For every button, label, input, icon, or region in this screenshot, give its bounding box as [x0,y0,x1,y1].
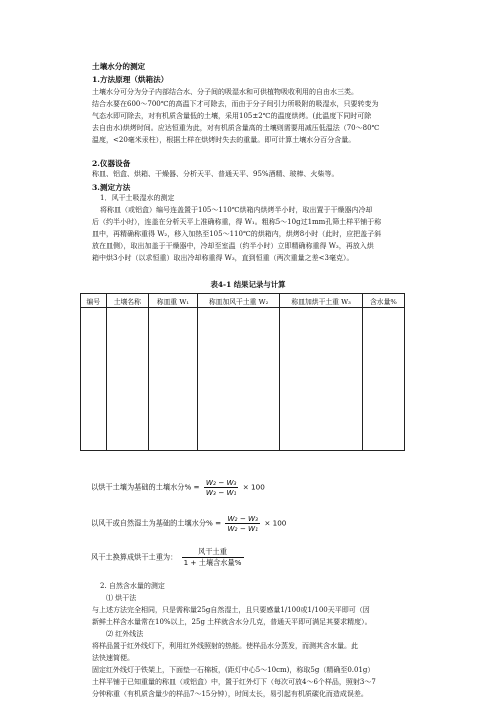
col-header-w1: 称皿重 W₁ [149,294,198,308]
s1-line-5: 温度，<20毫米汞柱），根据土样在烘烤时失去的重量。即可计算土壤水分百分含量。 [92,136,356,144]
section-2-heading: 2.仪器设备 [92,159,131,168]
s1-line-2: 结合水要在600～700℃的高温下才可除去，而由于分子间引力所吸附的吸湿水，只要转变为 [92,100,379,108]
s4-sub-oven: ⑴ 烘干法 [106,594,137,602]
s3-line-4: 放在皿侧），取出加盖于干燥器中，冷却至室温（约半小时）立即精确称重得 W₃，再放入烘 [92,242,374,250]
s3-line-2: 后（约半小时），连盖在分析天平上准确称重，得 W₁。粗称5～10g过1mm孔筛土样平铺于称 [92,218,382,226]
formula-2-times: × 100 [264,518,287,528]
formula-3-numerator: 风干土重 [182,547,244,558]
s3-line-5: 箱中烘3小时（以求恒重）取出冷却称重得 W₃，直到恒重（两次重量之差<3毫克）。 [92,254,354,262]
s4-line-7: 分钟称重（有机质含量少的样品7～15分钟），时间太长，易引起有机质碳化而造成误差。 [92,690,368,698]
results-table [80,293,405,451]
table-cell [81,308,107,451]
s3-line-1: 将称皿（或铝盒）编号连盖置于105～110℃烘箱内烘烤半小时，取出置于干燥器内冷却 [100,206,373,214]
s3-sub-1: 1．风干土吸湿水的测定 [100,194,175,202]
table-cell [149,308,198,451]
s1-line-3: 气态水即可除去，对有机质含量低的土壤，采用105±2℃的温度烘烤。(此温度下同时可除 [92,112,372,120]
section-1-heading: 1.方法原理（烘箱法） [92,75,169,84]
formula-2 [91,514,286,533]
s1-line-4: 去自由水)烘烤时间。应达恒重为此，对有机质含量高的土壤则需要用减压低温法（70～80℃ [92,124,380,132]
table-cell [280,308,363,451]
formula-1-numerator: W₂ − W₃ [205,478,237,487]
formula-3 [91,547,246,568]
formula-1-fraction [204,478,239,497]
doc-title: 土壤水分的测定 [92,62,146,71]
table-cell [197,308,280,451]
s2-line-1: 称皿、铝盒、烘箱、干燥器、分析天平、普通天平、95%酒精、玻棒、火柴等。 [92,170,339,178]
formula-2-label: 以风干或自然湿土为基础的土壤水分% = [91,518,222,528]
table-caption: 表4-1 结果记录与计算 [210,280,286,289]
table-cell [362,308,404,451]
s4-sub-infrared: ⑵ 红外线法 [106,630,144,638]
s4-line-4: 法快速简便。 [92,654,134,662]
formula-3-label: 风干土换算成烘干土重为： [91,552,178,562]
col-header-no: 编号 [81,294,107,308]
s4-line-3: 将样品置于红外线灯下，利用红外线照射的热能。使样品水分蒸发，而测其含水量。此 [92,642,358,650]
formula-2-denominator: W₂ − W₁ [227,524,259,533]
col-header-water-content: 含水量% [362,294,404,308]
s4-line-5: 固定红外线灯于铁架上，下面垫一石棉板，(距灯中心5～10cm)，称取5g（精确至0.01g） [92,666,375,674]
section-3-heading: 3.测定方法 [92,183,131,192]
s1-line-1: 土壤水分可分为分子内部结合水、分子间的吸湿水和可供植物吸收利用的自由水三类。 [92,88,358,96]
table-cell [106,308,148,451]
s4-line-6: 土样平铺于已知重量的称皿（或铝盒）中，置于红外灯下（每次可放4～6个样品，照射3～7 [92,678,376,686]
formula-1-label: 以烘干土壤为基础的土壤水分% = [91,482,200,492]
formula-3-denominator: 1 + 土壤含水量% [183,558,242,567]
s3-line-3: 皿中，再精确称重得 W₂，移入加热至105～110℃的烘箱内，烘烤8小时（此时，应把盖子斜 [92,230,382,238]
formula-2-numerator: W₂ − W₃ [227,514,259,523]
s4-line-1: 与上述方法完全相同，只是需称量25g自然湿土，且只要感量1/100或1/100天平即可（因 [92,606,370,614]
formula-3-fraction [182,547,244,568]
formula-1 [91,478,265,497]
col-header-w2: 称皿加风干土重 W₂ [197,294,280,308]
formula-2-fraction [225,514,260,533]
formula-1-times: × 100 [242,482,265,492]
col-header-soil-name: 土壤名称 [106,294,148,308]
s4-line-2: 新鲜土样含水量常在10%以上，25g 土样就含水分几克，普通天平即可满足其要求精度）。 [92,618,372,626]
formula-1-denominator: W₃ − W₁ [205,488,237,497]
col-header-w3: 称皿加烘干土重 W₃ [280,294,363,308]
s4-sub-2: 2. 自然含水量的测定 [100,582,165,590]
